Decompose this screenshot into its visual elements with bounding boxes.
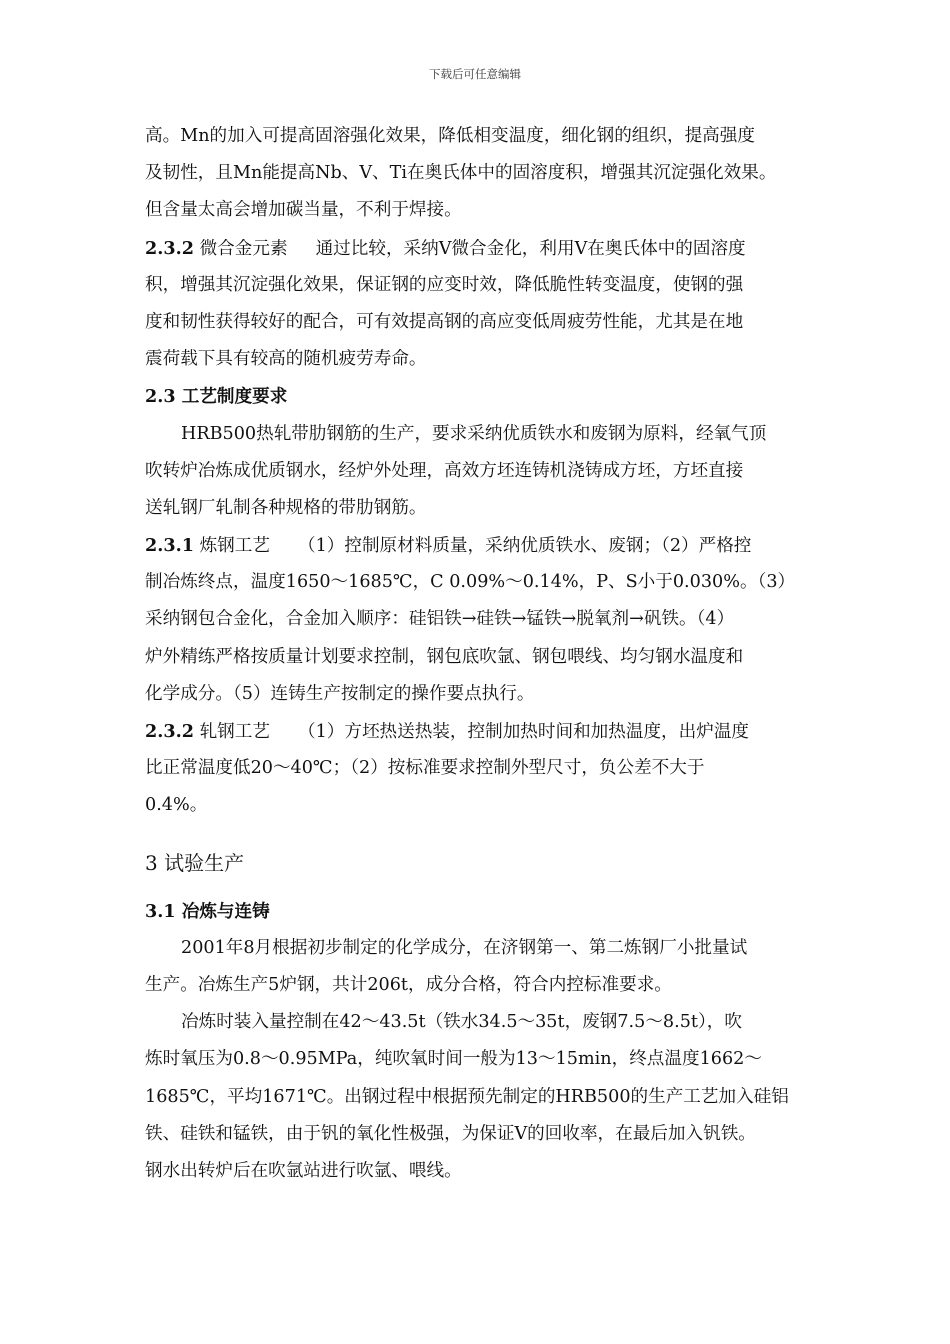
text-line	[145, 713, 813, 750]
text-line: 化学成分。（5）连铸生产按制定的操作要点执行。	[145, 683, 535, 704]
text-line: 生产。冶炼生产5炉钢，共计206t，成分合格，符合内控标准要求。	[145, 974, 672, 995]
text-line: 0.4%。	[145, 795, 208, 816]
text-line: 2001年8月根据初步制定的化学成分，在济钢第一、第二炼钢厂小批量试	[181, 937, 748, 958]
text-line	[145, 230, 813, 267]
section-2-3-2-rolling	[145, 713, 813, 825]
text-line: 钢水出转炉后在吹氩站进行吹氩、喂线。	[145, 1160, 462, 1181]
text-line: 铁、硅铁和锰铁，由于钒的氧化性极强，为保证V的回收率，在最后加入钒铁。	[145, 1123, 756, 1144]
chapter-heading-3: 3 试验生产	[145, 850, 245, 875]
text-line: 及韧性，且Mn能提高Nb、V、Ti在奥氏体中的固溶度积，增强其沉淀强化效果。	[145, 163, 777, 184]
paragraph-mn	[145, 118, 813, 230]
text-line: 高。Mn的加入可提高固溶强化效果，降低相变温度，细化钢的组织，提高强度	[145, 126, 755, 146]
text-line: 但含量太高会增加碳当量，不利于焊接。	[145, 200, 462, 221]
section-number: 2.3.2	[145, 237, 194, 259]
text-line: HRB500热轧带肋钢筋的生产，要求采纳优质铁水和废钢为原料，经氧气顶	[181, 423, 767, 444]
section-text: （1）控制原材料质量，采纳优质铁水、废钢；（2）严格控	[297, 536, 752, 557]
text-line: 送轧钢厂轧制各种规格的带肋钢筋。	[145, 497, 427, 518]
text-line: 制冶炼终点，温度1650～1685℃，C 0.09%～0.14%，P、S小于0.030%。（3）	[145, 572, 796, 593]
text-line: 采纳钢包合金化，合金加入顺序：硅铝铁→硅铁→锰铁→脱氧剂→矾铁。（4）	[145, 609, 735, 630]
text-line: 积，增强其沉淀强化效果，保证钢的应变时效，降低脆性转变温度，使钢的强	[145, 274, 744, 295]
section-number: 2.3.1	[145, 535, 194, 557]
paragraph-3-1-a	[145, 930, 813, 1004]
text-line: 吹转炉冶炼成优质钢水，经炉外处理，高效方坯连铸机浇铸成方坯，方坯直接	[145, 460, 744, 481]
text-line: 炉外精练严格按质量计划要求控制，钢包底吹氩、钢包喂线、均匀钢水温度和	[145, 646, 744, 667]
document-body	[145, 118, 813, 1190]
paragraph-3-1-b	[145, 1004, 813, 1190]
section-2-3-1-steelmaking	[145, 527, 813, 713]
text-line: 冶炼时装入量控制在42～43.5t（铁水34.5～35t，废钢7.5～8.5t），吹	[181, 1012, 742, 1033]
section-heading-2-3: 2.3 工艺制度要求	[145, 386, 288, 408]
text-line: 震荷载下具有较高的随机疲劳寿命。	[145, 349, 427, 370]
section-heading-3-1: 3.1 冶炼与连铸	[145, 900, 270, 922]
paragraph-2-3	[145, 416, 813, 528]
text-line	[145, 527, 813, 564]
section-2-3-2-microalloy	[145, 230, 813, 379]
text-line: 比正常温度低20～40℃；（2）按标准要求控制外型尺寸，负公差不大于	[145, 758, 705, 779]
section-title: 炼钢工艺	[199, 536, 270, 557]
text-line: 炼时氧压为0.8～0.95MPa，纯吹氧时间一般为13～15min，终点温度1662～	[145, 1049, 762, 1070]
section-number: 2.3.2	[145, 721, 194, 742]
section-text: 通过比较，采纳V微合金化，利用V在奥氏体中的固溶度	[315, 238, 746, 259]
text-line: 1685℃，平均1671℃。出钢过程中根据预先制定的HRB500的生产工艺加入硅铝	[145, 1086, 789, 1107]
page-header: 下载后可任意编辑	[429, 67, 521, 81]
section-title: 微合金元素	[199, 238, 288, 259]
section-title: 轧钢工艺	[199, 722, 270, 742]
section-text: （1）方坯热送热装，控制加热时间和加热温度，出炉温度	[297, 722, 750, 742]
text-line: 度和韧性获得较好的配合，可有效提高钢的高应变低周疲劳性能，尤其是在地	[145, 311, 744, 332]
